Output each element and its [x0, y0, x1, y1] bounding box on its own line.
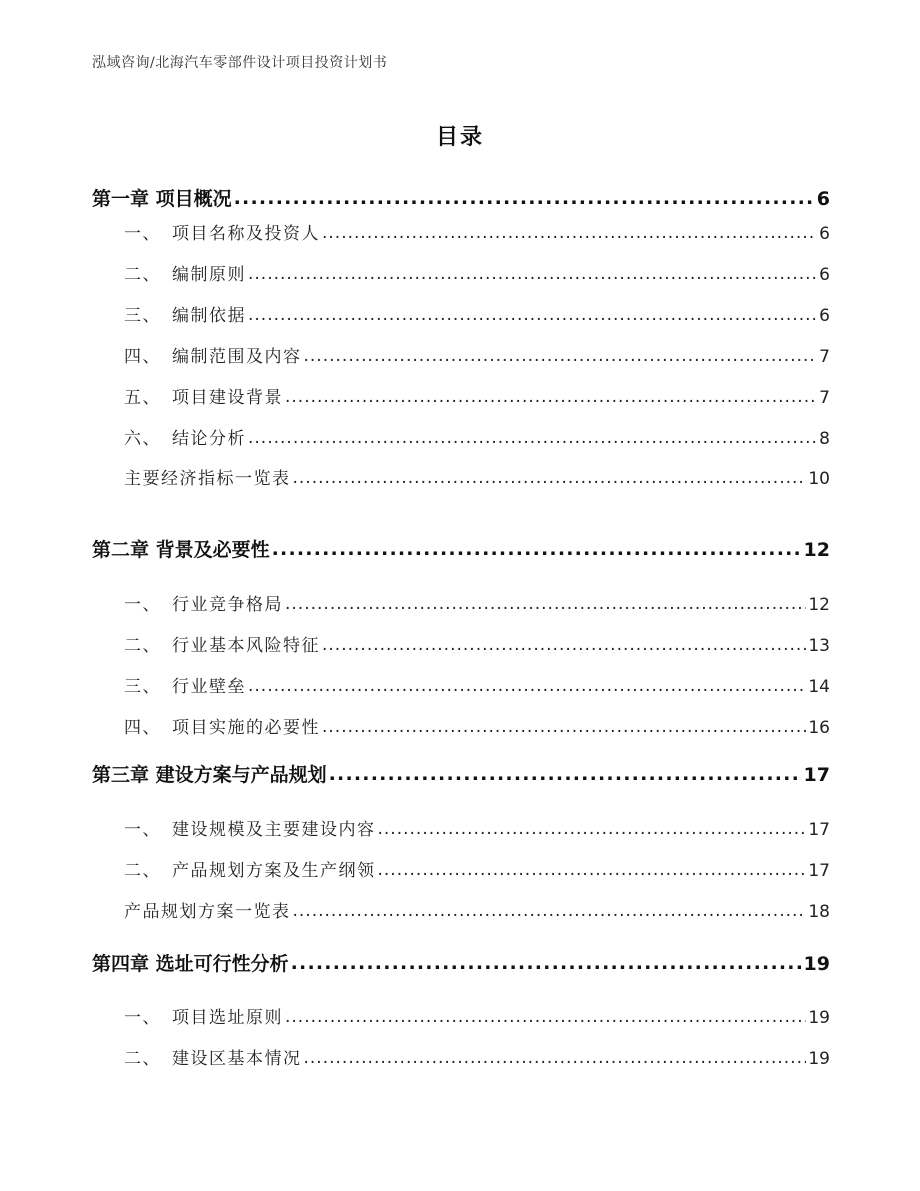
dot-leader [322, 717, 806, 737]
toc-entry-label [124, 897, 291, 922]
dot-leader [322, 635, 806, 655]
toc-page-number: 7 [819, 388, 830, 408]
toc-page-number: 12 [803, 539, 830, 561]
toc-entry-number: 三、 [124, 306, 161, 326]
toc-page-number: 18 [808, 902, 830, 922]
toc-entry-text: 第四章 选址可行性分析 [92, 953, 289, 975]
toc-entry-number: 三、 [124, 677, 161, 697]
toc-entry-label [124, 631, 320, 656]
toc-page-number: 17 [808, 861, 830, 881]
toc-section-entry[interactable] [92, 1044, 830, 1069]
toc-page-number: 6 [819, 224, 830, 244]
dot-leader [234, 187, 815, 209]
toc-entry-number: 六、 [124, 429, 161, 449]
toc-entry-text: 编制依据 [172, 306, 246, 326]
toc-page-number: 12 [808, 595, 830, 615]
toc-entry-number: 四、 [124, 347, 161, 367]
dot-leader [304, 1048, 807, 1068]
dot-leader [329, 763, 802, 785]
toc-entry-number: 一、 [124, 1008, 161, 1028]
toc-page-number: 7 [819, 347, 830, 367]
toc-entry-label [124, 1003, 283, 1028]
toc-entry-number: 五、 [124, 388, 161, 408]
toc-section-entry[interactable] [92, 631, 830, 656]
toc-entry-number: 一、 [124, 820, 161, 840]
toc-entry-text: 建设规模及主要建设内容 [172, 820, 376, 840]
toc-entry-label [124, 342, 302, 367]
dot-leader [378, 860, 807, 880]
toc-page-number: 8 [819, 429, 830, 449]
toc-entry-text: 产品规划方案一览表 [124, 902, 291, 922]
toc-page-number: 10 [808, 469, 830, 489]
toc-entry-text: 建设区基本情况 [172, 1049, 302, 1069]
toc-entry-label [124, 713, 320, 738]
toc-section-entry[interactable] [92, 672, 830, 697]
dot-leader [285, 387, 817, 407]
toc-entry-text: 第三章 建设方案与产品规划 [92, 764, 327, 786]
toc-entry-text: 结论分析 [172, 429, 246, 449]
toc-section-entry[interactable] [92, 897, 830, 922]
toc-section-entry[interactable] [92, 219, 830, 244]
toc-title: 目录 [435, 125, 484, 150]
toc-chapter-entry[interactable] [92, 535, 830, 562]
toc-page-number: 19 [808, 1049, 830, 1069]
toc-entry-number: 四、 [124, 718, 161, 738]
toc-page-number: 13 [808, 636, 830, 656]
toc-section-entry[interactable] [92, 383, 830, 408]
dot-leader [285, 1007, 806, 1027]
table-of-contents [92, 0, 830, 1191]
toc-entry-text: 行业竞争格局 [172, 595, 283, 615]
toc-entry-label [124, 301, 246, 326]
toc-entry-text: 项目名称及投资人 [172, 224, 320, 244]
toc-section-entry[interactable] [92, 424, 830, 449]
toc-section-entry[interactable] [92, 301, 830, 326]
toc-section-entry[interactable] [92, 342, 830, 367]
toc-entry-number: 二、 [124, 861, 161, 881]
dot-leader [322, 223, 817, 243]
toc-entry-number: 一、 [124, 595, 161, 615]
toc-page-number: 6 [819, 265, 830, 285]
dot-leader [272, 538, 802, 560]
running-header: 泓域咨询/北海汽车零部件设计项目投资计划书 [92, 55, 388, 71]
toc-section-entry[interactable] [92, 260, 830, 285]
toc-page-number: 6 [816, 188, 830, 210]
toc-section-entry[interactable] [92, 713, 830, 738]
toc-section-entry[interactable] [92, 464, 830, 489]
toc-entry-label [124, 260, 246, 285]
dot-leader [285, 594, 806, 614]
toc-chapter-entry[interactable] [92, 760, 830, 787]
toc-entry-label [124, 856, 376, 881]
dot-leader [248, 264, 817, 284]
toc-entry-text: 项目选址原则 [172, 1008, 283, 1028]
dot-leader [248, 676, 806, 696]
toc-page-number: 6 [819, 306, 830, 326]
toc-entry-label [92, 949, 289, 976]
toc-entry-text: 项目建设背景 [172, 388, 283, 408]
toc-page-number: 19 [803, 953, 830, 975]
toc-section-entry[interactable] [92, 590, 830, 615]
toc-entry-text: 项目实施的必要性 [172, 718, 320, 738]
toc-entry-label [92, 535, 270, 562]
dot-leader [248, 428, 817, 448]
toc-section-entry[interactable] [92, 815, 830, 840]
toc-entry-number: 二、 [124, 1049, 161, 1069]
toc-page-number: 14 [808, 677, 830, 697]
toc-entry-label [92, 184, 232, 211]
toc-entry-text: 行业基本风险特征 [172, 636, 320, 656]
toc-entry-label [124, 1044, 302, 1069]
dot-leader [248, 305, 817, 325]
toc-entry-text: 编制原则 [172, 265, 246, 285]
toc-page-number: 17 [808, 820, 830, 840]
toc-section-entry[interactable] [92, 856, 830, 881]
toc-section-entry[interactable] [92, 1003, 830, 1028]
dot-leader [378, 819, 807, 839]
toc-entry-label [124, 219, 320, 244]
dot-leader [291, 952, 802, 974]
toc-entry-label [124, 383, 283, 408]
toc-entry-label [124, 464, 291, 489]
toc-entry-label [124, 672, 246, 697]
toc-entry-label [124, 424, 246, 449]
toc-entry-text: 第一章 项目概况 [92, 188, 232, 210]
toc-entry-text: 行业壁垒 [172, 677, 246, 697]
toc-page-number: 16 [808, 718, 830, 738]
toc-chapter-entry[interactable] [92, 949, 830, 976]
toc-entry-number: 二、 [124, 265, 161, 285]
toc-entry-label [124, 590, 283, 615]
toc-entry-text: 产品规划方案及生产纲领 [172, 861, 376, 881]
toc-entry-label [124, 815, 376, 840]
toc-entry-text: 编制范围及内容 [172, 347, 302, 367]
dot-leader [293, 468, 807, 488]
dot-leader [293, 901, 807, 921]
toc-chapter-entry[interactable] [92, 184, 830, 211]
toc-entry-number: 二、 [124, 636, 161, 656]
toc-page-number: 19 [808, 1008, 830, 1028]
toc-entry-number: 一、 [124, 224, 161, 244]
toc-page-number: 17 [803, 764, 830, 786]
toc-entry-label [92, 760, 327, 787]
toc-entry-text: 主要经济指标一览表 [124, 469, 291, 489]
dot-leader [304, 346, 818, 366]
toc-entry-text: 第二章 背景及必要性 [92, 539, 270, 561]
